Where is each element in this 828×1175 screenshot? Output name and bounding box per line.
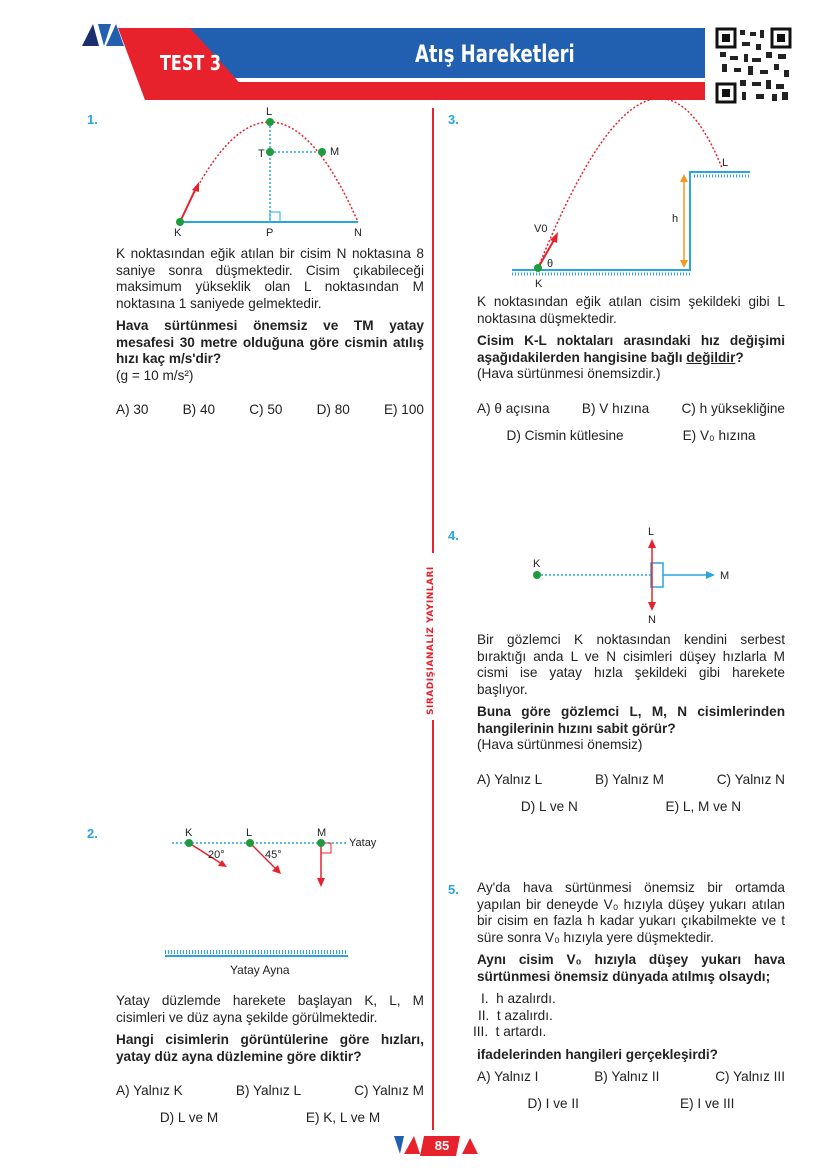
q2-text: Yatay düzlemde harekete başlayan K, L, M cisimleri ve düz ayna şekilde görülmektedir. bbox=[116, 993, 424, 1025]
q5-option-d[interactable]: D) I ve II bbox=[527, 1096, 579, 1111]
page-title: Atış Hareketleri bbox=[415, 40, 575, 68]
q4-text: Bir gözlemci K noktasından kendini serbest bıraktığı anda L ve N cisimleri düşey hızlarla M cismi ise yatay hızla şekildeki gibi harekete başlıyor. bbox=[477, 632, 785, 697]
q5-option-e[interactable]: E) I ve III bbox=[680, 1096, 735, 1111]
q4-option-b[interactable]: B) Yalnız M bbox=[594, 771, 664, 787]
label-k: K bbox=[533, 558, 541, 570]
label-v0: V0 bbox=[534, 223, 548, 235]
q3-option-b[interactable]: B) V hızına bbox=[581, 400, 650, 416]
q5-option-c[interactable]: C) Yalnız III bbox=[715, 1069, 785, 1084]
q3-question-underlined: değildir bbox=[686, 349, 736, 365]
q5-option-a[interactable]: A) Yalnız I bbox=[477, 1069, 539, 1084]
q2-option-b[interactable]: B) Yalnız L bbox=[235, 1083, 302, 1098]
label-l: L bbox=[722, 157, 729, 169]
q3-text: K noktasından eğik atılan cisim şekildeki gibi L noktasına düşmektedir. bbox=[477, 294, 785, 326]
footer-logo-left bbox=[394, 1136, 404, 1154]
q1-number: 1. bbox=[87, 112, 98, 127]
q3-option-e[interactable]: E) V₀ hızına bbox=[682, 427, 756, 443]
q2-number: 2. bbox=[87, 826, 98, 841]
publisher-side-text: SIRADIŞIANALİZ YAYINLARI bbox=[426, 566, 436, 715]
mirror-label: Yatay Ayna bbox=[230, 963, 290, 977]
label-h: h bbox=[672, 213, 679, 225]
q1-option-e[interactable]: E) 100 bbox=[383, 402, 424, 417]
label-l: L bbox=[266, 106, 273, 118]
label-theta: θ bbox=[547, 258, 554, 270]
label-n: N bbox=[354, 227, 362, 239]
q2-option-a[interactable]: A) Yalnız K bbox=[116, 1083, 183, 1098]
q5-option-b[interactable]: B) Yalnız II bbox=[594, 1069, 660, 1084]
q5-statement-3: III. t artardı. bbox=[473, 1024, 547, 1039]
label-p: P bbox=[266, 227, 274, 239]
q1-option-c[interactable]: C) 50 bbox=[249, 402, 283, 417]
footer-logo-mid bbox=[404, 1136, 420, 1154]
q4-option-c[interactable]: C) Yalnız N bbox=[716, 771, 785, 787]
q1-question: Hava sürtünmesi önemsiz ve TM yatay mesafesi 30 metre olduğuna göre cismin atılış hızı kaç m/s'dir? bbox=[116, 318, 424, 366]
q2-option-e[interactable]: E) K, L ve M bbox=[305, 1110, 381, 1125]
label-m: M bbox=[317, 827, 327, 839]
q2-question: Hangi cisimlerin görüntülerine göre hızları, yatay düz ayna düzlemine göre diktir? bbox=[116, 1032, 424, 1064]
angle-20: 20° bbox=[208, 849, 225, 861]
q4-number: 4. bbox=[448, 528, 459, 543]
q3-question-b: ? bbox=[735, 349, 744, 365]
q3-option-d[interactable]: D) Cismin kütlesine bbox=[506, 427, 624, 443]
q4-question: Buna göre gözlemci L, M, N cisimlerinden hangilerinin hızını sabit görür? bbox=[477, 704, 785, 736]
q3-question-a: Cisim K-L noktaları arasındaki hız değişimi aşağıdakilerden hangisine bağlı bbox=[477, 333, 785, 365]
q5-text: Ay'da hava sürtünmesi önemsiz bir ortamda yapılan bir deneyde V₀ hızıyla düşey yukarı atılan bir cisim en fazla h kadar yukarı çıkabilmekte ve t süre sonra V₀ hızıyla yere düşmektedir. bbox=[477, 880, 785, 945]
q5-statement-2: II. t azalırdı. bbox=[478, 1007, 553, 1023]
q1-option-a[interactable]: A) 30 bbox=[116, 402, 149, 417]
label-k: K bbox=[185, 827, 193, 839]
label-m: M bbox=[720, 570, 730, 582]
q1-note: (g = 10 m/s²) bbox=[116, 367, 194, 383]
label-t: T bbox=[258, 148, 265, 160]
q5-number: 5. bbox=[448, 882, 459, 897]
page-number: 85 bbox=[434, 1138, 450, 1153]
q4-note: (Hava sürtünmesi önemsiz) bbox=[477, 737, 643, 752]
q3-option-c[interactable]: C) h yüksekliğine bbox=[681, 400, 785, 416]
q4-option-a[interactable]: A) Yalnız L bbox=[477, 771, 543, 787]
label-yatay: Yatay bbox=[349, 837, 377, 849]
test-label: TEST 3 bbox=[160, 51, 221, 75]
q5-question2: ifadelerinden hangileri gerçekleşirdi? bbox=[477, 1046, 718, 1062]
q5-statement-1: I. h azalırdı. bbox=[481, 991, 556, 1006]
q2-option-d[interactable]: D) L ve M bbox=[159, 1110, 219, 1125]
q3-number: 3. bbox=[448, 112, 459, 127]
label-l: L bbox=[246, 827, 253, 839]
q1-option-d[interactable]: D) 80 bbox=[316, 402, 350, 417]
q2-option-c[interactable]: C) Yalnız M bbox=[354, 1083, 424, 1098]
q1-text: K noktasından eğik atılan bir cisim N noktasına 8 saniye sonra düşmektedir. Cisim çıkabileceği maksimum yükseklik olan L noktasından M noktasına 1 saniyede gelmektedir. bbox=[116, 246, 424, 311]
label-k: K bbox=[535, 278, 543, 290]
label-k: K bbox=[174, 227, 182, 239]
q1-option-b[interactable]: B) 40 bbox=[182, 402, 216, 417]
label-m: M bbox=[330, 146, 340, 158]
q4-option-d[interactable]: D) L ve N bbox=[520, 798, 578, 814]
q5-question: Aynı cisim V₀ hızıyla düşey yukarı hava sürtünmesi önemsiz dünyada atılmış olsaydı; bbox=[477, 952, 785, 984]
q3-option-a[interactable]: A) θ açısına bbox=[477, 400, 550, 416]
angle-45: 45° bbox=[265, 849, 282, 861]
footer-logo-right bbox=[462, 1138, 478, 1154]
q3-note: (Hava sürtünmesi önemsizdir.) bbox=[477, 366, 661, 381]
label-l: L bbox=[648, 526, 655, 538]
label-n: N bbox=[648, 614, 656, 626]
q4-option-e[interactable]: E) L, M ve N bbox=[665, 798, 742, 814]
